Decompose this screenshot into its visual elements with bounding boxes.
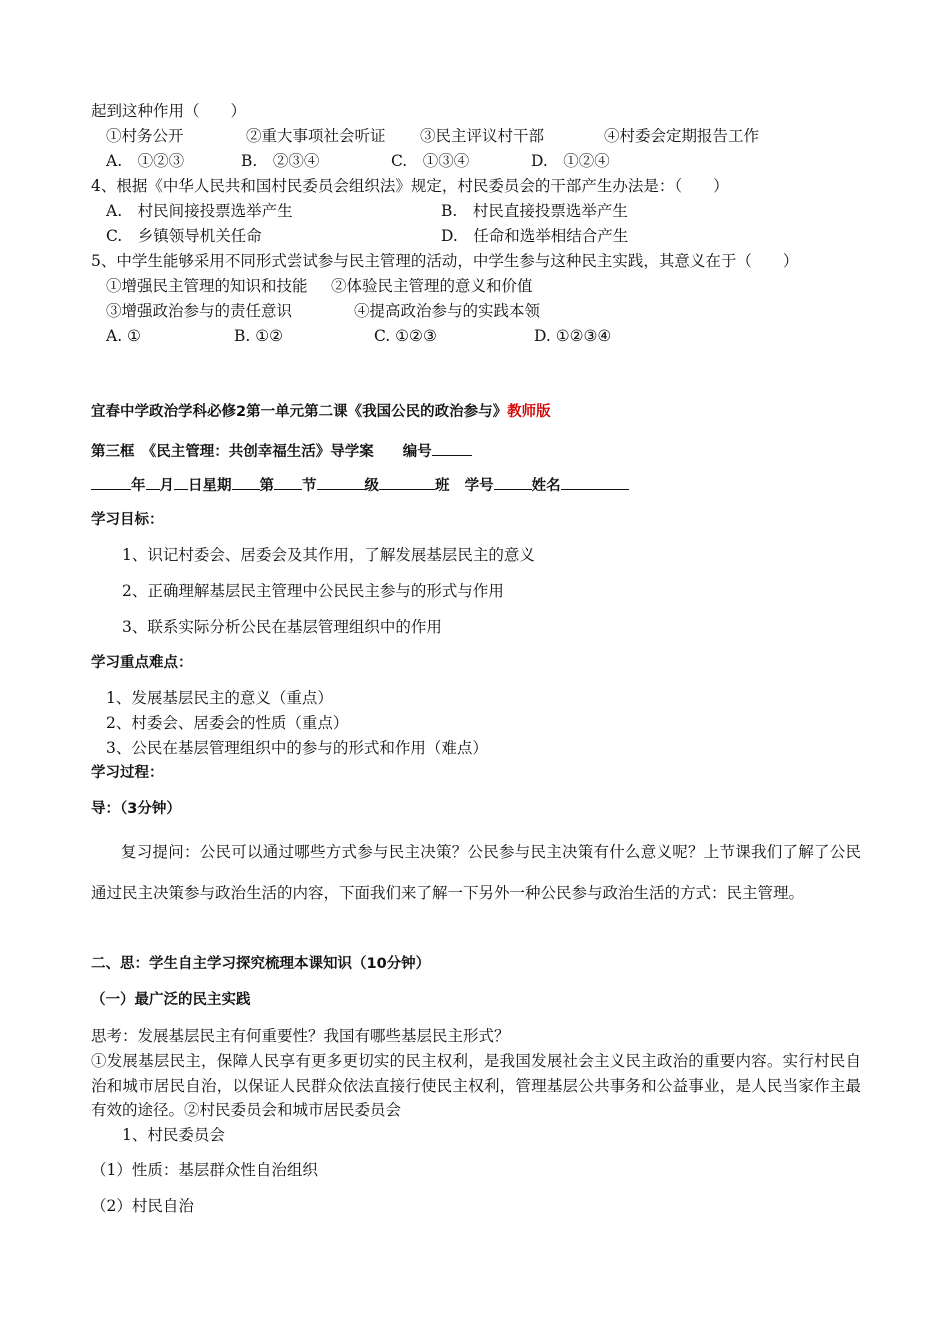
month-label: 月	[159, 478, 174, 494]
think-heading: 二、思：学生自主学习探究梳理本课知识（10分钟）	[91, 956, 431, 972]
q5-answer-d: D. ①②③④	[534, 327, 612, 345]
serial-number-blank	[432, 439, 472, 456]
q4-option-b: B. 村民直接投票选举产生	[441, 202, 628, 220]
q3-answer-c: C. ①③④	[391, 152, 470, 170]
q5-options-row2	[0, 301, 950, 321]
keypoints-heading: 学习重点难点：	[91, 655, 193, 671]
q3-stem-tail: 起到这种作用（ ）	[91, 102, 247, 120]
q3-answers	[0, 151, 950, 171]
period-label-a: 第	[259, 478, 274, 494]
q5-stem: 5、中学生能够采用不同形式尝试参与民主管理的活动，中学生参与这种民主实践，其意义在于（ ）	[91, 252, 799, 270]
month-blank	[146, 473, 160, 490]
q4-option-c: C. 乡镇领导机关任命	[106, 227, 262, 245]
objective-item: 3、联系实际分析公民在基层管理组织中的作用	[122, 618, 442, 636]
q4-option-a: A. 村民间接投票选举产生	[106, 202, 293, 220]
q5-option-1: ①增强民主管理的知识和技能	[106, 277, 308, 295]
subsection-heading: 1、村民委员会	[122, 1126, 225, 1144]
process-heading: 学习过程：	[91, 765, 164, 781]
name-blank	[561, 473, 629, 490]
student-info-line	[91, 473, 629, 496]
period-blank	[274, 473, 302, 490]
q5-answers	[0, 326, 950, 346]
class-label: 班	[435, 478, 450, 494]
q3-option-4: ④村委会定期报告工作	[604, 127, 760, 145]
objectives-heading: 学习目标：	[91, 512, 164, 528]
name-label: 姓名	[531, 478, 561, 494]
day-blank	[174, 473, 188, 490]
q4-options-row2	[0, 226, 950, 246]
document-title	[91, 402, 551, 422]
document-title-text: 宜春中学政治学科必修2第一单元第二课《我国公民的政治参与》	[91, 404, 508, 420]
q5-option-4: ④提高政治参与的实践本领	[354, 302, 541, 320]
q5-answer-b: B. ①②	[234, 327, 284, 345]
think-answer: ①发展基层民主，保障人民享有更多更切实的民主权利，是我国发展社会主义民主政治的重要内容。实行村民自治和城市居民自治，以保证人民群众依法直接行使民主权利，管理基层公共事务和公益事业，是人民当家作主最有效的途径。②村民委员会和城市居民委员会	[91, 1052, 861, 1119]
student-number-label: 学号	[464, 478, 494, 494]
subsection-item: （2）村民自治	[91, 1197, 194, 1215]
q4-stem: 4、根据《中华人民共和国村民委员会组织法》规定，村民委员会的干部产生办法是：（ ）	[91, 177, 729, 195]
q5-answer-a: A. ①	[106, 327, 141, 345]
q4-options-row1	[0, 201, 950, 221]
objective-item: 2、正确理解基层民主管理中公民民主参与的形式与作用	[122, 582, 504, 600]
guide-heading: 导：（3分钟）	[91, 801, 181, 817]
q5-answer-c: C. ①②③	[374, 327, 437, 345]
q3-answer-d: D. ①②④	[531, 152, 610, 170]
subsection-item: （1）性质：基层群众性自治组织	[91, 1161, 318, 1179]
grade-blank	[317, 473, 365, 490]
q3-option-1: ①村务公开	[106, 127, 184, 145]
teacher-edition-badge: 教师版	[507, 404, 551, 420]
q3-answer-a: A. ①②③	[106, 152, 185, 170]
subtitle-text: 第三框 《民主管理：共创幸福生活》导学案 编号	[91, 444, 432, 460]
year-label: 年	[131, 478, 146, 494]
weekday-blank	[232, 473, 260, 490]
class-blank	[379, 473, 435, 490]
section-heading: （一）最广泛的民主实践	[91, 992, 251, 1008]
grade-label: 级	[364, 478, 379, 494]
q5-option-2: ②体验民主管理的意义和价值	[331, 277, 533, 295]
year-blank	[91, 473, 131, 490]
q5-option-3: ③增强政治参与的责任意识	[106, 302, 293, 320]
q3-option-3: ③民主评议村干部	[420, 127, 545, 145]
keypoint-item: 3、公民在基层管理组织中的参与的形式和作用（难点）	[106, 739, 488, 757]
weekday-label: 日星期	[188, 478, 232, 494]
q3-option-2: ②重大事项社会听证	[246, 127, 386, 145]
think-question: 思考：发展基层民主有何重要性？我国有哪些基层民主形式？	[91, 1027, 510, 1045]
student-number-blank	[494, 473, 532, 490]
guide-paragraph: 复习提问：公民可以通过哪些方式参与民主决策？公民参与民主决策有什么意义呢？上节课我们了解了公民通过民主决策参与政治生活的内容，下面我们来了解一下另外一种公民参与政治生活的方式：民主管理。	[91, 843, 861, 902]
q5-options-row1	[0, 276, 950, 296]
document-subtitle	[91, 439, 472, 462]
q4-option-d: D. 任命和选举相结合产生	[441, 227, 629, 245]
objective-item: 1、识记村委会、居委会及其作用，了解发展基层民主的意义	[122, 546, 535, 564]
q3-answer-b: B. ②③④	[241, 152, 320, 170]
q3-options	[0, 126, 950, 146]
period-label-b: 节	[302, 478, 317, 494]
keypoint-item: 1、发展基层民主的意义（重点）	[106, 689, 333, 707]
keypoint-item: 2、村委会、居委会的性质（重点）	[106, 714, 349, 732]
